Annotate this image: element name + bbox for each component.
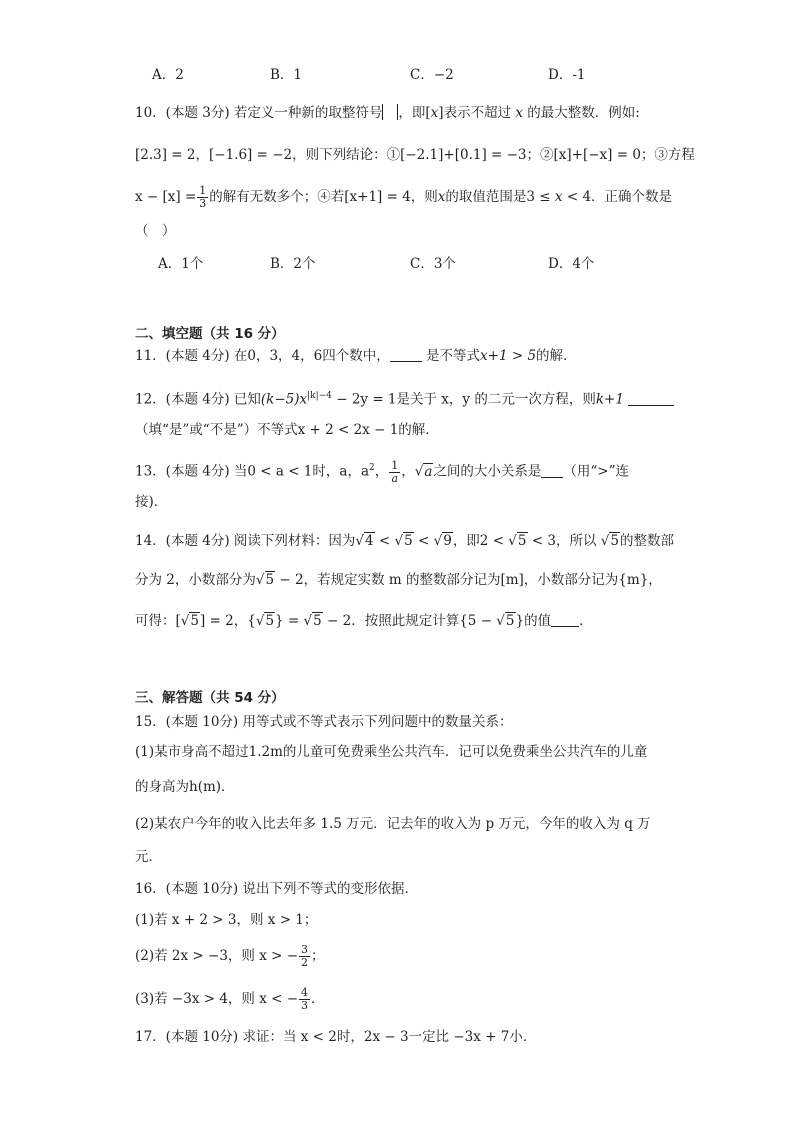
q12-line-1 <box>135 386 674 410</box>
q13-text: 之间的大小关系是 <box>433 463 542 480</box>
q14-line-3: 可得：[√5] = 2，{√5} = √5 − 2．按照此规定计算{5 − √5}的值 ． <box>135 613 593 629</box>
q9-option-a: A．2 <box>152 67 184 83</box>
q12-expr: (k−5)x <box>260 391 308 408</box>
q16-line-4 <box>135 987 325 1012</box>
q9-option-c: C．−2 <box>410 67 454 83</box>
q10-text: < 4．正确个数是 <box>566 189 673 205</box>
q10-option-c: C．3个 <box>410 256 456 272</box>
q10-option-d: D．4个 <box>548 256 595 272</box>
q15-line-5: 元． <box>135 849 162 865</box>
fraction-one-third: $\frac{1}{3}$ <box>199 184 207 210</box>
q13-exponent: 2 <box>369 463 375 473</box>
q15-line-4: (2)某农户今年的收入比去年多 1.5 万元．记去年的收入为 p 万元，今年的收入为 q 万 <box>135 816 651 832</box>
q16-text: (3)若 −3x > 4，则 x < − <box>135 991 299 1007</box>
q11-text: 11．(本题 4分) 在0，3，4，6四个数中， <box>135 348 390 364</box>
q13-text: ， <box>401 463 415 480</box>
q10-line-1: 10．(本题 3分) 若定义一种新的取整符号 ，即[x]表示不超过 x 的最大整数．例如: <box>135 105 640 121</box>
q14-text: 的整数部 <box>620 533 675 549</box>
q16-text: ． <box>311 991 325 1007</box>
q10-text: 表示不超过 <box>443 105 512 121</box>
q14-text: 分为 2，小数部分为 <box>135 572 256 588</box>
var-x: x <box>437 189 446 205</box>
fraction-four-thirds: $\frac{4}{3}$ <box>301 986 309 1012</box>
bracket-symbol <box>382 104 398 120</box>
answer-blank <box>390 347 422 362</box>
q12-text: − 2y = 1是关于 x，y 的二元一次方程，则 <box>331 391 596 408</box>
q9-option-d: D．-1 <box>548 67 586 83</box>
q14-text: − 2．按照此规定计算{5 − <box>327 613 493 629</box>
fraction-one-over-a: $\frac{1}{a}$ <box>391 458 399 485</box>
q9-option-b: B．1 <box>270 67 303 83</box>
q10-text: ，即 <box>398 105 426 121</box>
fraction-three-halves: $\frac{3}{2}$ <box>301 943 309 969</box>
q16-text: (2)若 2x > −3，则 x > − <box>135 948 299 964</box>
q10-option-a: A．1个 <box>158 256 204 272</box>
var-x: x <box>430 105 439 121</box>
q15-line-3: 的身高为h(m)． <box>135 779 235 795</box>
q10-text: 的最大整数．例如: <box>527 105 640 121</box>
q16-line-1: 16．(本题 10分) 说出下列不等式的变形依据． <box>135 881 418 897</box>
q11-inequality: x+1 > 5 <box>480 348 537 364</box>
q14-text: ． <box>579 613 593 629</box>
var-x: x <box>554 189 563 205</box>
q12-line-2: （填“是”或“不是”）不等式x + 2 < 2x − 1的解． <box>135 422 439 438</box>
q14-line-1: 14．(本题 4分) 阅读下列材料：因为√4 < √5 < √9，即2 < √5 < 3，所以 √5的整数部 <box>135 533 675 549</box>
q10-text: 的取值范围是3 ≤ <box>445 189 551 205</box>
q16-text: ； <box>311 948 325 964</box>
q11-line <box>135 346 577 366</box>
q13-text: ， <box>374 463 389 480</box>
q14-text: < 3，所以 <box>531 533 597 549</box>
q16-line-2: (1)若 x + 2 > 3，则 x > 1； <box>135 912 318 928</box>
q14-text: ，即2 < <box>452 533 505 549</box>
q14-text: } = <box>275 613 300 629</box>
q14-text: }的值 <box>515 613 552 629</box>
q16-line-3 <box>135 944 325 969</box>
var-x: x <box>515 105 523 121</box>
q10-line-4: （ ） <box>135 223 176 239</box>
q13-line-1: 13．(本题 4分) 当0 < a < 1时，a，$a^2$， $\frac{1}{a}$ ，√a之间的大小关系是 （用“>”连 <box>135 458 630 485</box>
q10-text: 的解有无数多个；④若[x+1] = 4，则 <box>209 189 438 205</box>
section-3-heading: 三、解答题（共 54 分） <box>135 690 285 706</box>
q13-text: （用“>”连 <box>563 463 630 480</box>
q10-line-3 <box>135 185 672 210</box>
q14-text: 14．(本题 4分) 阅读下列材料：因为 <box>135 533 356 549</box>
q12-exponent: |k|−4 <box>307 391 332 401</box>
answer-blank <box>551 612 579 627</box>
q14-text: ] = 2，{ <box>199 613 256 629</box>
answer-blank <box>541 463 563 478</box>
q17-line: 17．(本题 10分) 求证：当 x < 2时，2x − 3一定比 −3x + 7小． <box>135 1029 537 1045</box>
q14-line-2: 分为 2，小数部分为√5 − 2，若规定实数 m 的整数部分记为[m]，小数部分记为{m}， <box>135 572 662 588</box>
q15-line-1: 15．(本题 10分) 用等式或不等式表示下列问题中的数量关系： <box>135 714 513 730</box>
q10-option-b: B．2个 <box>270 256 316 272</box>
q11-text: 的解． <box>536 348 577 364</box>
q10-text: 10．(本题 3分) 若定义一种新的取整符号 <box>135 105 383 121</box>
q11-text: 是不等式 <box>421 348 481 364</box>
q12-expr: k+1 <box>595 391 624 408</box>
q14-text: − 2，若规定实数 m 的整数部分记为[m]，小数部分记为{m}， <box>279 572 662 588</box>
q12-text: 12．(本题 4分) 已知 <box>135 391 261 408</box>
section-2-heading: 二、填空题（共 16 分） <box>135 326 285 342</box>
q13-line-2: 接)． <box>135 494 168 510</box>
answer-blank <box>628 391 674 406</box>
q13-text: 13．(本题 4分) 当0 < a < 1时，a，a <box>135 463 369 480</box>
q10-text: x − [x] = <box>135 189 197 205</box>
q10-line-2: [2.3] = 2，[−1.6] = −2，则下列结论：①[−2.1]+[0.1] = −3；②[x]+[−x] = 0；③方程 <box>135 147 695 163</box>
q15-line-2: (1)某市身高不超过1.2m的儿童可免费乘坐公共汽车．记可以免费乘坐公共汽车的儿童 <box>135 744 648 760</box>
q14-text: 可得：[ <box>135 613 181 629</box>
